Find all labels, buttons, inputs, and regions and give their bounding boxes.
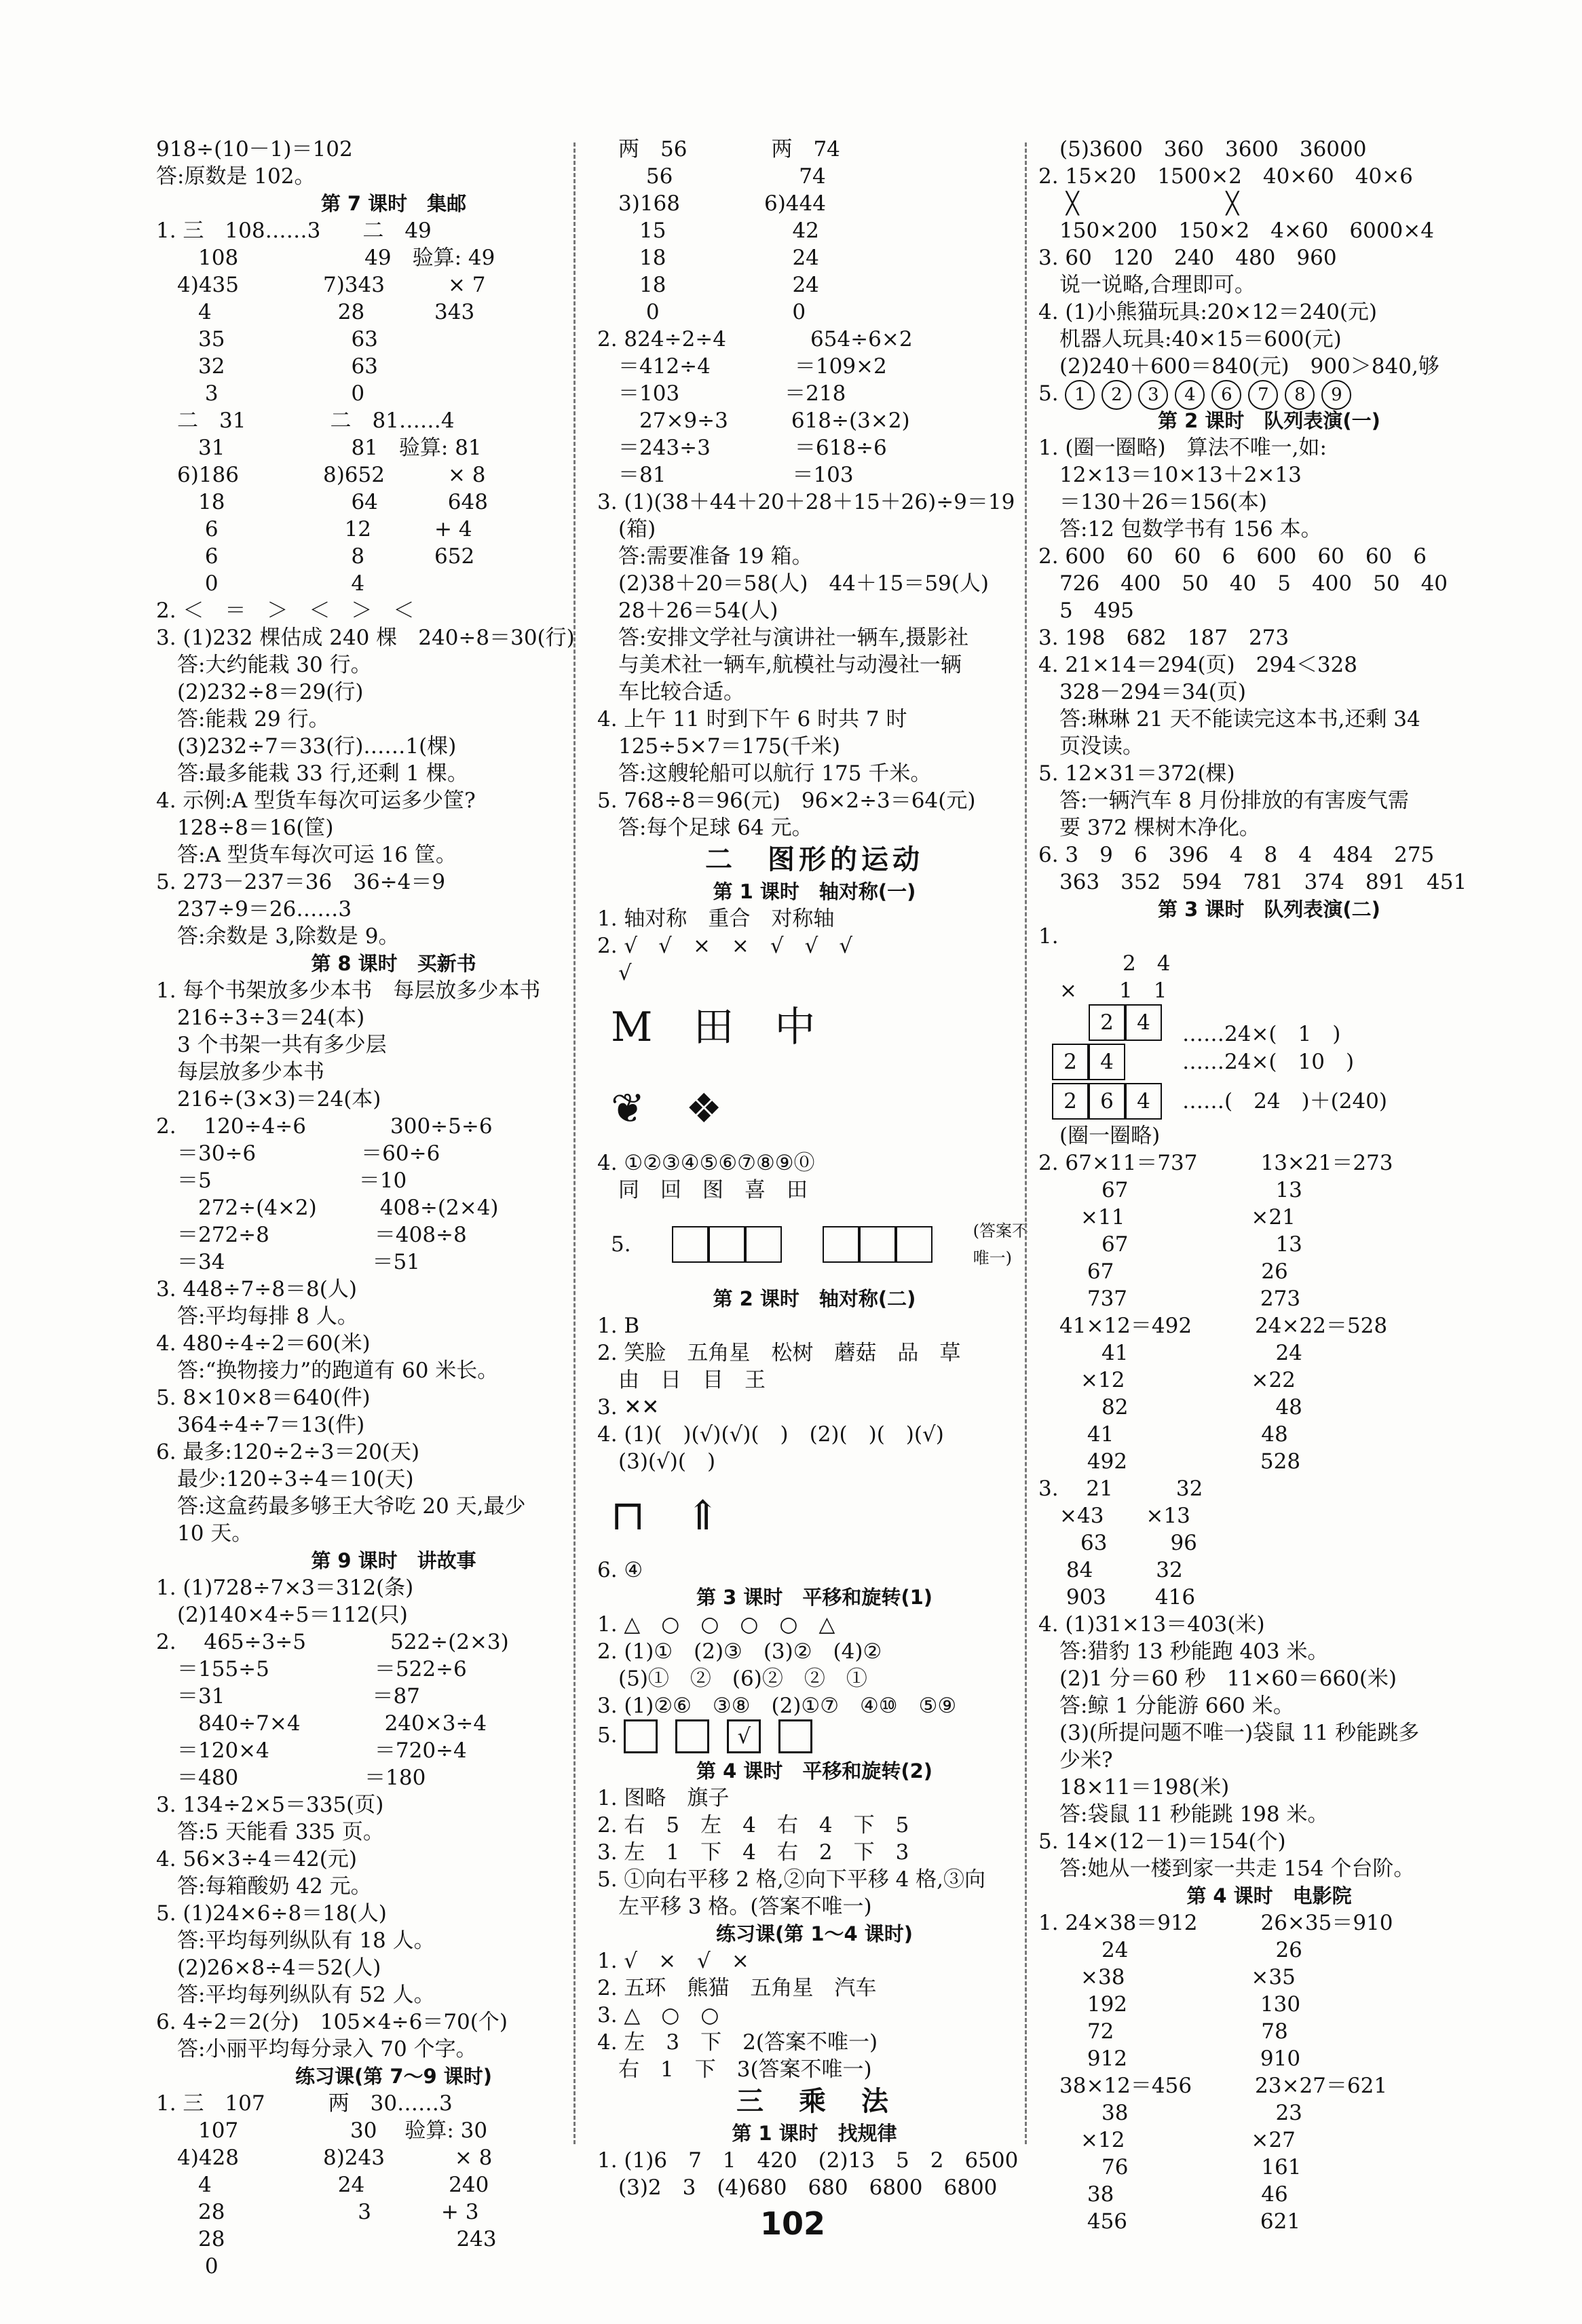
answer-line: 492 528 xyxy=(1038,1449,1301,1474)
answer-line: 与美术社一辆车,航模社与动漫社一辆 xyxy=(597,653,962,677)
answer-line: 4. 480÷4÷2＝60(米) xyxy=(156,1331,371,1356)
answer-line: 4 24 240 xyxy=(156,2173,489,2197)
answer-line: 答:鲸 1 分能游 660 米。 xyxy=(1038,1694,1294,1718)
digit-grid-row: 2 6 4 ……( 24 )＋(240) xyxy=(1038,1083,1500,1122)
answer-line: 答:余数是 3,除数是 9。 xyxy=(156,924,400,949)
answer-line: 41 48 xyxy=(1038,1422,1288,1447)
answer-line: 4. 左 3 下 2(答案不唯一) xyxy=(597,2030,878,2055)
answer-line: ＝243÷3 ＝618÷6 xyxy=(597,436,887,460)
answer-line: 28 243 xyxy=(156,2227,497,2251)
answer-line: 328－294＝34(页) xyxy=(1038,680,1246,704)
section-title: 二 图形的运动 xyxy=(705,844,924,875)
answer-line: (5)3600 360 3600 36000 xyxy=(1038,137,1367,161)
lesson-heading: 第 3 课时 队列表演(二) xyxy=(1158,898,1380,921)
answer-line: 56 74 xyxy=(597,164,826,189)
answer-line: √ xyxy=(597,961,632,985)
answer-box xyxy=(778,1719,812,1753)
answer-line: 答:最多能栽 33 行,还剩 1 棵。 xyxy=(156,761,468,786)
answer-line: (2)240＋600＝840(元) 900＞840,够 xyxy=(1038,354,1439,379)
answer-line: ×12 ×22 xyxy=(1038,1368,1296,1392)
lesson-heading: 练习课(第 1～4 课时) xyxy=(715,1922,914,1945)
answer-line: 1. 每个书架放多少本书 每层放多少本书 xyxy=(156,978,541,1003)
answer-line: 2. 824÷2÷4 654÷6×2 xyxy=(597,327,913,351)
digit-cell: 6 xyxy=(1089,1083,1125,1120)
answer-line: 4. 示例:A 型货车每次可运多少筐? xyxy=(156,788,476,813)
answer-line: 1. B xyxy=(597,1314,640,1338)
answer-line: 82 48 xyxy=(1038,1395,1302,1420)
answer-line: 左平移 3 格。(答案不唯一) xyxy=(597,1894,872,1919)
answer-line: 18 64 648 xyxy=(156,490,488,514)
answer-line: 1. 三 107 两 30……3 xyxy=(156,2091,453,2116)
answer-line: 216÷(3×3)＝24(本) xyxy=(156,1087,381,1111)
answer-line: 4. (1)31×13＝403(米) xyxy=(1038,1612,1265,1637)
circled-numbers: 5. 1 2 3 4 6 7 8 9 xyxy=(1038,380,1500,407)
answer-line: ＝5 ＝10 xyxy=(156,1168,407,1193)
answer-line: 3. 左 1 下 4 右 2 下 3 xyxy=(597,1840,909,1865)
digit-grid-row: 2 4 ……24×( 1 ) xyxy=(1038,1004,1500,1044)
answer-line: 0 0 xyxy=(597,300,806,324)
answer-line: 3. 60 120 240 480 960 xyxy=(1038,246,1337,270)
answer-line: 107 30 验算: 30 xyxy=(156,2118,488,2143)
answer-line: 63 96 xyxy=(1038,1531,1197,1555)
answer-line: ×12 ×27 xyxy=(1038,2128,1296,2152)
digit-cell: 4 xyxy=(1125,1004,1162,1041)
answer-line: 5. 8×10×8＝640(件) xyxy=(156,1386,371,1410)
answer-line: 答:平均每列纵队有 52 人。 xyxy=(156,1983,435,2007)
answer-line: 364÷4÷7＝13(件) xyxy=(156,1413,365,1437)
answer-line: 15 42 xyxy=(597,218,819,243)
lesson-heading: 第 9 课时 讲故事 xyxy=(311,1549,476,1572)
answer-box xyxy=(675,1719,709,1753)
answer-line: 128÷8＝16(筐) xyxy=(156,816,334,840)
answer-line: 4. (1)小熊猫玩具:20×12＝240(元) xyxy=(1038,300,1378,324)
answer-line: 4)428 8)243 × 8 xyxy=(156,2146,493,2170)
answer-line: 5. 273－237＝36 36÷4＝9 xyxy=(156,870,446,894)
answer-line: 918÷(10－1)＝102 xyxy=(156,137,353,161)
answer-line: 车比较合适。 xyxy=(597,680,745,704)
answer-column-1 xyxy=(156,136,631,2280)
answer-line: (3)(所提问题不唯一)袋鼠 11 秒能跳多 xyxy=(1038,1721,1420,1745)
answer-line: 903 416 xyxy=(1038,1585,1196,1609)
section-title: 三 乘 法 xyxy=(736,2086,892,2117)
answer-line: 363 352 594 781 374 891 451 xyxy=(1038,870,1467,894)
answer-line: 3. (1)232 棵估成 240 棵 240÷8＝30(行) xyxy=(156,626,575,650)
answer-line: 216÷3÷3＝24(本) xyxy=(156,1006,365,1030)
answer-line: 108 49 验算: 49 xyxy=(156,246,495,270)
figure-answer: 5. (答案不唯一) xyxy=(611,1221,1028,1268)
answer-line: 18×11＝198(米) xyxy=(1038,1775,1230,1799)
answer-line: 答:她从一楼到家一共走 154 个台阶。 xyxy=(1038,1856,1415,1881)
answer-line: 38 23 xyxy=(1038,2101,1302,2125)
answer-box xyxy=(624,1719,658,1753)
answer-line: 18 24 xyxy=(597,273,819,297)
answer-line: ＝412÷4 ＝109×2 xyxy=(597,354,887,379)
answer-line: 答:“换物接力”的跑道有 60 米长。 xyxy=(156,1358,499,1383)
answer-line: 0 4 xyxy=(156,571,365,596)
answer-line: (箱) xyxy=(597,517,656,541)
answer-line: 12×13＝10×13＋2×13 xyxy=(1038,463,1302,487)
answer-line: 1. (1)6 7 1 420 (2)13 5 2 6500 xyxy=(597,2148,1019,2173)
answer-line: 2. 五环 熊猫 五角星 汽车 xyxy=(597,1976,877,2000)
answer-line: 3. 198 682 187 273 xyxy=(1038,626,1289,650)
answer-line: 18 24 xyxy=(597,246,819,270)
answer-line: 答:每个足球 64 元。 xyxy=(597,816,813,840)
answer-line: 1. (圈一圈略) 算法不唯一,如: xyxy=(1038,436,1327,460)
answer-line: 答:猎豹 13 秒能跑 403 米。 xyxy=(1038,1639,1329,1664)
answer-line: (3)(√)( ) xyxy=(597,1449,716,1474)
answer-line: 答:平均每列纵队有 18 人。 xyxy=(156,1928,435,1953)
answer-line: 6 8 652 xyxy=(156,544,475,569)
answer-line: 41 24 xyxy=(1038,1341,1302,1365)
answer-line: 272÷(4×2) 408÷(2×4) xyxy=(156,1196,499,1220)
answer-line: 3. 134÷2×5＝335(页) xyxy=(156,1793,384,1817)
circled-number: 1 xyxy=(1065,380,1095,410)
answer-line: 4. 上午 11 时到下午 6 时共 7 时 xyxy=(597,707,907,731)
answer-line: ＝130＋26＝156(本) xyxy=(1038,490,1267,514)
answer-line: 67 13 xyxy=(1038,1232,1302,1257)
answer-line: (3)2 3 (4)680 680 6800 6800 xyxy=(597,2175,998,2200)
circled-number: 7 xyxy=(1248,380,1278,410)
answer-line: 31 81 验算: 81 xyxy=(156,436,482,460)
page-number: 102 xyxy=(760,2205,826,2242)
answer-line: 4. ①②③④⑤⑥⑦⑧⑨⓪ xyxy=(597,1151,815,1175)
answer-line: 答:这盒药最多够王大爷吃 20 天,最少 xyxy=(156,1494,526,1519)
answer-line: ＝34 ＝51 xyxy=(156,1250,420,1274)
circled-number: 9 xyxy=(1321,380,1351,410)
answer-line: 右 1 下 3(答案不唯一) xyxy=(597,2057,872,2082)
answer-line: 28 3 + 3 xyxy=(156,2200,479,2224)
answer-line: 少米? xyxy=(1038,1748,1113,1772)
answer-line: 456 621 xyxy=(1038,2209,1301,2234)
circled-number: 2 xyxy=(1101,380,1131,410)
answer-line: 6)186 8)652 × 8 xyxy=(156,463,486,487)
answer-column-2 xyxy=(597,136,1032,2201)
lesson-heading: 第 7 课时 集邮 xyxy=(320,192,467,215)
digit-cell: 4 xyxy=(1089,1044,1125,1080)
answer-line: ＝480 ＝180 xyxy=(156,1766,426,1790)
answer-line: 6. 3 9 6 396 4 8 4 484 275 xyxy=(1038,843,1435,867)
answer-line: 答:需要准备 19 箱。 xyxy=(597,544,813,569)
answer-line: 237÷9＝26……3 xyxy=(156,897,352,921)
circled-number: 6 xyxy=(1211,380,1241,410)
digit-cell xyxy=(1052,1004,1089,1041)
answer-line: (2)140×4÷5＝112(只) xyxy=(156,1603,408,1627)
answer-line: 72 78 xyxy=(1038,2019,1288,2044)
answer-line: 机器人玩具:40×15＝600(元) xyxy=(1038,327,1342,351)
answer-line: 3. △ ○ ○ xyxy=(597,2003,719,2027)
answer-line: 35 63 xyxy=(156,327,378,351)
answer-line: 最少:120÷3÷4＝10(天) xyxy=(156,1467,414,1491)
answer-line: 答:原数是 102。 xyxy=(156,164,316,189)
answer-line: 2. 67×11＝737 13×21＝273 xyxy=(1038,1151,1393,1175)
answer-line: 6 12 + 4 xyxy=(156,517,472,541)
answer-line: 1. 三 108……3 二 49 xyxy=(156,218,432,243)
answer-line: 4. (1)( )(√)(√)( ) (2)( )( )(√) xyxy=(597,1422,944,1447)
answer-line: 答:一辆汽车 8 月份排放的有害废气需 xyxy=(1038,788,1409,813)
answer-line: ＝103 ＝218 xyxy=(597,381,846,406)
lesson-heading: 第 8 课时 买新书 xyxy=(311,952,476,975)
figure-answer: ❦ ❖ xyxy=(611,1085,723,1132)
answer-line: 6. ④ xyxy=(597,1558,643,1582)
circled-number: 8 xyxy=(1285,380,1315,410)
answer-line: 答:这艘轮船可以航行 175 千米。 xyxy=(597,761,932,786)
answer-line: (圈一圈略) xyxy=(1038,1124,1161,1148)
answer-line: 5. 768÷8＝96(元) 96×2÷3＝64(元) xyxy=(597,788,976,813)
answer-line: 1. 轴对称 重合 对称轴 xyxy=(597,907,835,931)
answer-line: 28＋26＝54(人) xyxy=(597,598,778,623)
answer-line: 150×200 150×2 4×60 6000×4 xyxy=(1038,218,1434,243)
answer-line: 3. 21 32 xyxy=(1038,1477,1203,1501)
answer-line: 答:小丽平均每分录入 70 个字。 xyxy=(156,2037,477,2061)
answer-line: 5. 14×(12－1)＝154(个) xyxy=(1038,1829,1286,1854)
lesson-heading: 第 3 课时 平移和旋转(1) xyxy=(696,1586,933,1609)
answer-line: 840÷7×4 240×3÷4 xyxy=(156,1711,487,1736)
answer-line: 答:琳琳 21 天不能读完这本书,还剩 34 xyxy=(1038,707,1420,731)
answer-line: 页没读。 xyxy=(1038,734,1144,759)
answer-line: 答:每箱酸奶 42 元。 xyxy=(156,1874,372,1899)
answer-line: 2. 笑脸 五角星 松树 蘑菇 品 草 xyxy=(597,1341,961,1365)
answer-line: 67 26 xyxy=(1038,1259,1288,1284)
answer-line: (2)38＋20＝58(人) 44＋15＝59(人) xyxy=(597,571,989,596)
answer-line: 38 46 xyxy=(1038,2182,1288,2207)
answer-line: 每层放多少本书 xyxy=(156,1060,324,1084)
answer-line: 3. ✕✕ xyxy=(597,1395,660,1420)
answer-line: (5)① ② (6)② ② ① xyxy=(597,1666,867,1691)
answer-line: ×11 ×21 xyxy=(1038,1205,1296,1230)
answer-line: 答:5 天能看 335 页。 xyxy=(156,1820,384,1844)
answer-line: 1. (1)728÷7×3＝312(条) xyxy=(156,1576,414,1600)
answer-line: 5. 12×31＝372(棵) xyxy=(1038,761,1235,786)
answer-line: 3)168 6)444 xyxy=(597,191,826,216)
answer-line: 两 56 两 74 xyxy=(597,137,840,161)
answer-line: 答:袋鼠 11 秒能跳 198 米。 xyxy=(1038,1802,1329,1827)
circled-number: 3 xyxy=(1138,380,1168,410)
answer-line: 1. 图略 旗子 xyxy=(597,1786,730,1810)
answer-line: 2. 120÷4÷6 300÷5÷6 xyxy=(156,1114,493,1139)
answer-line: ＝120×4 ＝720÷4 xyxy=(156,1738,467,1763)
answer-line: 0 xyxy=(156,2254,219,2279)
answer-line: 27×9÷3 618÷(3×2) xyxy=(597,408,910,433)
answer-line: 3 个书架一共有多少层 xyxy=(156,1033,387,1057)
digit-cell xyxy=(1125,1044,1162,1080)
lesson-heading: 第 2 课时 轴对称(二) xyxy=(713,1287,916,1310)
answer-line: ＝272÷8 ＝408÷8 xyxy=(156,1223,467,1247)
answer-line: 192 130 xyxy=(1038,1992,1301,2017)
answer-line: 125÷5×7＝175(千米) xyxy=(597,734,840,759)
answer-box: √ xyxy=(727,1719,761,1753)
answer-line: 84 32 xyxy=(1038,1558,1183,1582)
answer-line: 二 31 二 81……4 xyxy=(156,408,455,433)
answer-line: 3. (1)②⑥ ③⑧ (2)①⑦ ④⑩ ⑤⑨ xyxy=(597,1694,957,1718)
figure-answer: ⊓ ⇑ xyxy=(611,1492,720,1540)
answer-line: 6. 4÷2＝2(分) 105×4÷6＝70(个) xyxy=(156,2010,508,2034)
answer-line: 67 13 xyxy=(1038,1178,1302,1202)
answer-line: 10 天。 xyxy=(156,1521,253,1546)
figure-answer: M 田 中 xyxy=(611,1004,816,1051)
answer-line: ╳ ╳ xyxy=(1038,191,1239,216)
answer-line: (2)1 分＝60 秒 11×60＝660(米) xyxy=(1038,1666,1397,1691)
column-divider xyxy=(1025,142,1027,2144)
answer-line: 说一说略,合理即可。 xyxy=(1038,273,1256,297)
answer-line: 4 28 343 xyxy=(156,300,475,324)
answer-line: 1. xyxy=(1038,924,1059,949)
answer-line: 737 273 xyxy=(1038,1287,1301,1311)
answer-line: 2. √ √ × × √ √ √ xyxy=(597,934,853,958)
answer-line: 3. 448÷7÷8＝8(人) xyxy=(156,1277,357,1301)
answer-line: 6. 最多:120÷2÷3＝20(天) xyxy=(156,1440,420,1464)
answer-line: 912 910 xyxy=(1038,2046,1301,2071)
answer-line: 1. √ × √ × xyxy=(597,1949,749,1973)
answer-line: 2 4 xyxy=(1038,951,1171,976)
lesson-heading: 第 4 课时 电影院 xyxy=(1186,1884,1352,1907)
answer-line: ＝30÷6 ＝60÷6 xyxy=(156,1141,440,1166)
digit-cell: 2 xyxy=(1052,1083,1089,1120)
answer-line: 2. ＜ ＝ ＞ ＜ ＞ ＜ xyxy=(156,598,415,623)
digit-cell: 4 xyxy=(1125,1083,1162,1120)
answer-line: 答:大约能栽 30 行。 xyxy=(156,653,372,677)
answer-line: 5 495 xyxy=(1038,598,1134,623)
answer-line: 4)435 7)343 × 7 xyxy=(156,273,486,297)
lesson-heading: 第 1 课时 找规律 xyxy=(732,2122,897,2145)
answer-line: 76 161 xyxy=(1038,2155,1302,2179)
answer-line: 24 26 xyxy=(1038,1938,1302,1962)
digit-grid-row: 2 4 ……24×( 10 ) xyxy=(1038,1044,1500,1083)
lesson-heading: 第 4 课时 平移和旋转(2) xyxy=(696,1759,933,1783)
answer-line: 2. 右 5 左 4 右 4 下 5 xyxy=(597,1813,909,1837)
answer-line: 1. △ ○ ○ ○ ○ △ xyxy=(597,1612,835,1637)
answer-line: 726 400 50 40 5 400 50 40 xyxy=(1038,571,1448,596)
answer-line: × 1 1 xyxy=(1038,978,1167,1003)
answer-line: 4. 56×3÷4＝42(元) xyxy=(156,1847,357,1871)
answer-line: 32 63 xyxy=(156,354,378,379)
column-divider xyxy=(573,142,576,2144)
answer-line: 2. 600 60 60 6 600 60 60 6 xyxy=(1038,544,1427,569)
answer-line: 3. (1)(38＋44＋20＋28＋15＋26)÷9＝19 xyxy=(597,490,1015,514)
answer-line: (3)232÷7＝33(行)……1(棵) xyxy=(156,734,457,759)
digit-cell: 2 xyxy=(1089,1004,1125,1041)
answer-line: ＝81 ＝103 xyxy=(597,463,854,487)
answer-line: 2. 15×20 1500×2 40×60 40×6 xyxy=(1038,164,1413,189)
lesson-heading: 第 1 课时 轴对称(一) xyxy=(713,880,916,903)
answer-line: 由 日 目 王 xyxy=(597,1368,766,1392)
answer-line: 答:能栽 29 行。 xyxy=(156,707,330,731)
answer-line: 4. 21×14＝294(页) 294＜328 xyxy=(1038,653,1357,677)
answer-line: ＝31 ＝87 xyxy=(156,1684,420,1709)
answer-line: 41×12＝492 24×22＝528 xyxy=(1038,1314,1388,1338)
answer-line: 答:12 包数学书有 156 本。 xyxy=(1038,517,1322,541)
lesson-heading: 练习课(第 7～9 课时) xyxy=(295,2065,493,2088)
answer-line: 1. 24×38＝912 26×35＝910 xyxy=(1038,1911,1393,1935)
answer-line: (2)26×8÷4＝52(人) xyxy=(156,1956,381,1980)
answer-line: 5. (1)24×6÷8＝18(人) xyxy=(156,1901,387,1926)
answer-line: ×38 ×35 xyxy=(1038,1965,1296,1989)
answer-line: ×43 ×13 xyxy=(1038,1504,1190,1528)
answer-line: 5. ①向右平移 2 格,②向下平移 4 格,③向 xyxy=(597,1867,985,1892)
digit-cell: 2 xyxy=(1052,1044,1089,1080)
answer-line: 答:平均每排 8 人。 xyxy=(156,1304,358,1329)
answer-line: 2. (1)① (2)③ (3)② (4)② xyxy=(597,1639,882,1664)
answer-line: 答:A 型货车每次可运 16 筐。 xyxy=(156,843,457,867)
lesson-heading: 第 2 课时 队列表演(一) xyxy=(1158,409,1380,432)
answer-line: 同 回 图 喜 田 xyxy=(597,1178,808,1202)
answer-column-3 xyxy=(1038,136,1500,2235)
answer-line: ＝155÷5 ＝522÷6 xyxy=(156,1657,467,1681)
checkbox-answers: 5. √ xyxy=(597,1719,1032,1757)
answer-line: 要 372 棵树木净化。 xyxy=(1038,816,1260,840)
answer-line: 2. 465÷3÷5 522÷(2×3) xyxy=(156,1630,509,1654)
answer-line: (2)232÷8＝29(行) xyxy=(156,680,364,704)
circled-number: 4 xyxy=(1175,380,1205,410)
answer-line: 答:安排文学社与演讲社一辆车,摄影社 xyxy=(597,626,969,650)
answer-line: 38×12＝456 23×27＝621 xyxy=(1038,2074,1388,2098)
answer-line: 3 0 xyxy=(156,381,365,406)
